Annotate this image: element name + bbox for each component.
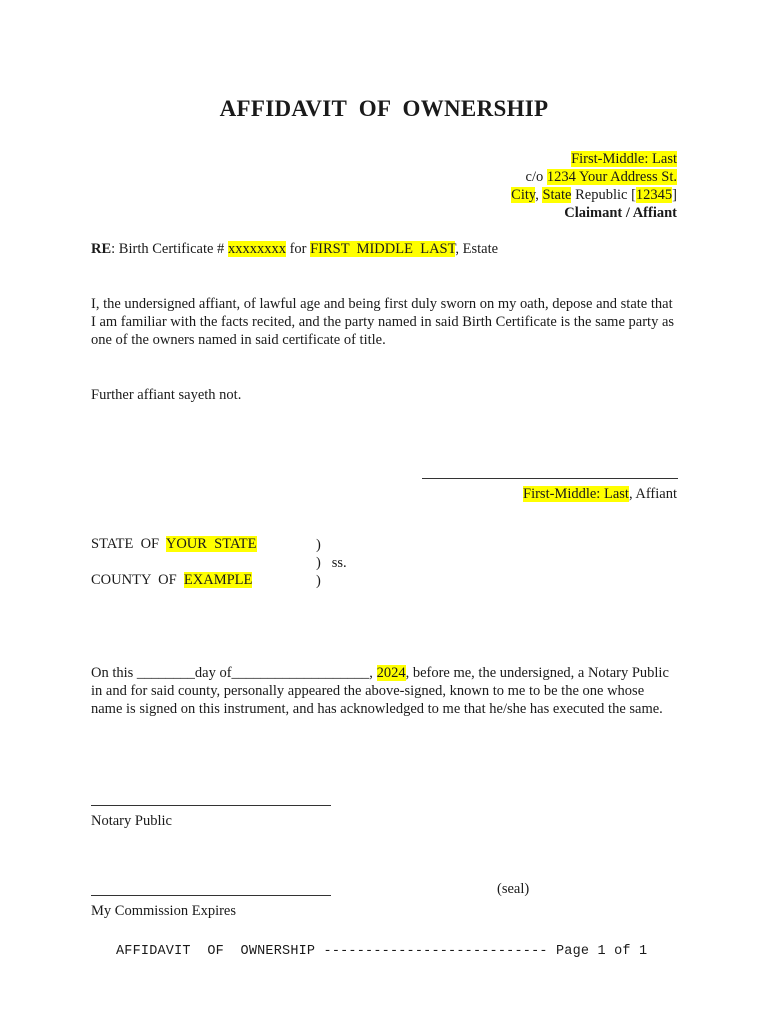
decedent-name: FIRST MIDDLE LAST: [310, 241, 456, 257]
city-state-line: City, State Republic [12345]: [511, 187, 677, 203]
address-city: City: [511, 187, 536, 203]
further-affiant-text: Further affiant sayeth not.: [91, 387, 242, 403]
notary-acknowledgment: On this ________day of___________________, 2024, before me, the undersigned, a Notary Public in and for said county, personally appeared the above-signed, known to me to be the one whose name is signed on this instrument, and has acknowledged to me that he/she has executed the same.: [91, 665, 669, 717]
commission-signature-line: [91, 895, 331, 896]
venue-state: STATE OF YOUR STATE: [91, 536, 257, 552]
venue-paren-3: ): [316, 573, 321, 589]
venue-paren-1: ): [316, 537, 321, 553]
commission-expires-label: My Commission Expires: [91, 903, 237, 919]
address-state: State: [542, 187, 572, 203]
page-footer: AFFIDAVIT OF OWNERSHIP --------------------------- Page 1 of 1: [116, 944, 648, 959]
document-title: AFFIDAVIT OF OWNERSHIP: [219, 96, 549, 121]
affiant-signature-line: [422, 478, 678, 479]
address-street: 1234 Your Address St.: [546, 169, 677, 185]
venue-county-value: EXAMPLE: [183, 572, 253, 588]
venue-county: COUNTY OF EXAMPLE: [91, 572, 253, 588]
affiant-signature-caption: First-Middle: Last, Affiant: [523, 486, 677, 502]
venue-ss: ) ss.: [316, 555, 347, 571]
notary-year: 2024: [376, 665, 406, 681]
affidavit-statement: I, the undersigned affiant, of lawful age and being first duly sworn on my oath, depose and state that I am familiar with the facts recited, and the party named in said Birth Certificate is the same party as one of the owners named in said certificate of title.: [91, 296, 675, 348]
seal-label: (seal): [497, 881, 530, 897]
certificate-number: xxxxxxxx: [227, 241, 286, 257]
notary-signature-line: [91, 805, 331, 806]
affiant-address-block: [511, 150, 677, 222]
notary-public-label: Notary Public: [91, 813, 172, 829]
re-label: RE: [91, 241, 112, 257]
address-zip: 12345: [635, 187, 673, 203]
affiant-role: Claimant / Affiant: [564, 205, 677, 221]
signature-name: First-Middle: Last: [523, 486, 629, 502]
affiant-name: First-Middle: Last: [571, 151, 677, 167]
re-line: RE: Birth Certificate # xxxxxxxx for FIRST MIDDLE LAST, Estate: [91, 241, 499, 257]
address-line: c/o 1234 Your Address St.: [525, 169, 677, 185]
venue-state-value: YOUR STATE: [165, 536, 257, 552]
